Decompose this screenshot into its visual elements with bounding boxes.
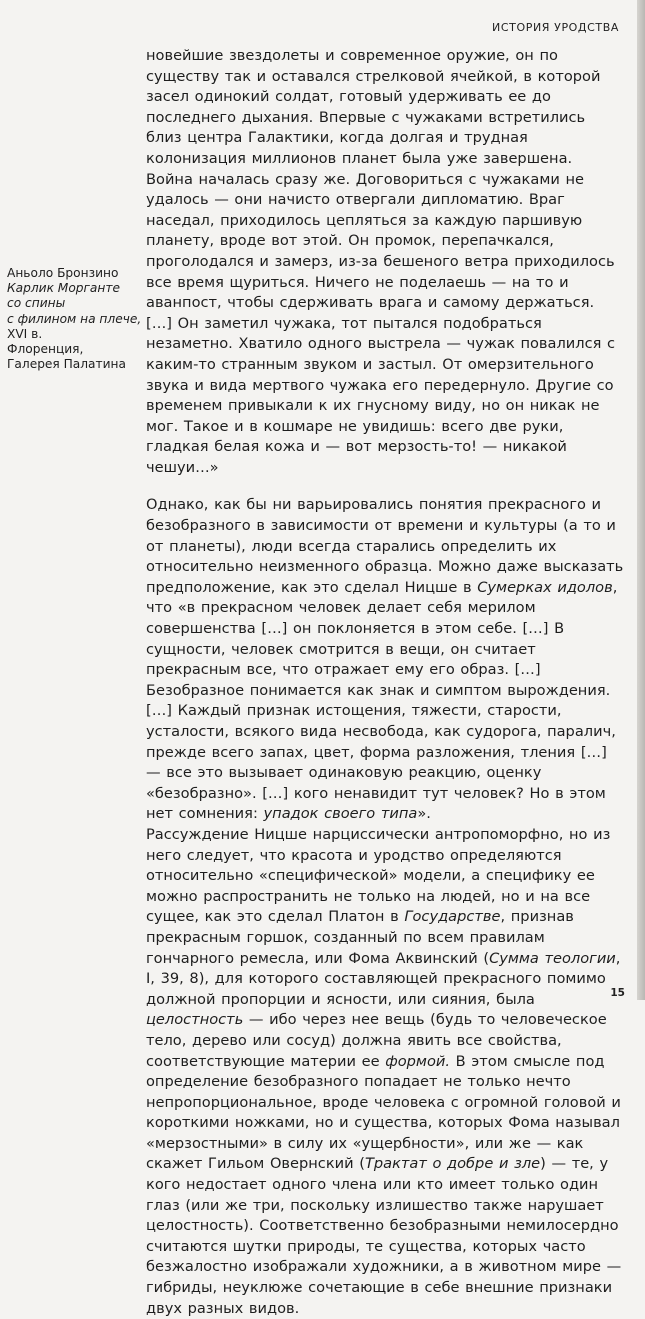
italic-title: Трактат о добре и зле xyxy=(364,1155,541,1173)
text-run: , что «в прекрасном человек делает себя мерилом совершенства […] он поклоняется в этом себе. […] В сущности, человек смотрится в вещи, он считает прекрасным все, что отражает ему его образ. […] Безобразное понимается как знак и симптом вырождения. […] Каждый признак истощения, тяжести, старости, усталости, всякого вида несвобода, как судорога, паралич, прежде всего запах, цвет, форма разложения, тления […] — все это вызывает одинаковую реакцию, оценку «безобразно». […] кого ненавидит тут человек? Но в этом нет сомнения: xyxy=(146,578,618,823)
text-run: , признав прекрасным горшок, созданный по всем правилам гончарного ремесла, или Фома Аквинский ( xyxy=(146,908,574,967)
italic-title: Государстве xyxy=(404,908,501,926)
caption-gallery: Галерея Палатина xyxy=(7,357,126,372)
text-run: , I, 39, 8), для которого составляющей прекрасного помимо должной пропорции и ясности, или сияния, была xyxy=(146,949,621,1008)
italic-term: формой. xyxy=(385,1052,450,1070)
text-run: ». xyxy=(417,805,431,823)
caption-title: Карлик Морганте xyxy=(7,281,120,296)
text-run: ) — те, у кого недостает одного члена или кто имеет только один глаз (или же три, поскольку излишество также нарушает целостность). Соответственно безобразными немилосердно считаются шутки природы, те существа, которых часто безжалостно изображали художники, а в животном мире — гибриды, неуклюже сочетающие в себе внешние признаки двух разных видов. xyxy=(146,1155,622,1317)
text-run: Однако, как бы ни варьировались понятия прекрасного и безобразного в зависимости от времени и культуры (а то и от планеты), люди всегда старались определить их относительно неизменного образца. Можно даже высказать предположение, как это сделал Ницше в xyxy=(146,496,624,596)
italic-title: Сумма теологии xyxy=(489,949,616,967)
paragraph-nietzsche xyxy=(146,495,624,825)
main-text xyxy=(146,46,624,1319)
text-run: — ибо через нее вещь (будь то человеческое тело, дерево или сосуд) должна явить все свойства, соответствующие материи ее xyxy=(146,1011,607,1070)
caption-title-line3: с филином на плече, xyxy=(7,311,142,326)
running-head: ИСТОРИЯ УРОДСТВА xyxy=(492,21,619,34)
italic-term: целостность xyxy=(146,1011,244,1029)
italic-phrase: упадок своего типа xyxy=(263,805,418,823)
italic-title: Сумерках идолов xyxy=(477,578,613,596)
image-caption xyxy=(7,266,147,372)
text-run: Рассуждение Ницше нарциссически антропоморфно, но из него следует, что красота и уродство определяются относительно «специфической» модели, а специфику ее можно распространить не только на людей, но и на все сущее, как это сделал Платон в xyxy=(146,825,611,926)
paragraph-integrity xyxy=(146,825,624,1319)
caption-location: Флоренция, xyxy=(7,342,84,357)
caption-date: XVI в. xyxy=(7,326,43,341)
page-number: 15 xyxy=(610,987,625,999)
text-run: В этом смысле под определение безобразного попадает не только нечто непропорциональное, вроде человека с огромной головой и короткими ножками, но и существа, которых Фома называл «мерзостными» в силу их «ущербности», или же — как скажет Гильом Овернский ( xyxy=(146,1052,621,1173)
caption-artist: Аньоло Бронзино xyxy=(7,266,119,280)
caption-title-line2: со спины xyxy=(7,296,66,311)
paragraph-quote-end: новейшие звездолеты и современное оружие, он по существу так и оставался стрелковой ячейкой, в которой засел одинокий солдат, готовый удерживать ее до последнего дыхания. Впервые с чужаками встретились близ центра Галактики, когда долгая и трудная колонизация миллионов планет была уже завершена. Война началась сразу же. Договориться с чужаками не удалось — они начисто отвергали дипломатию. Враг наседал, приходилось цепляться за каждую паршивую планету, вроде вот этой. Он промок, перепачкался, проголодался и замерз, из-за бешеного ветра приходилось все время щуриться. Ничего не поделаешь — на то и аванпост, чтобы сдерживать врага и самому держаться. […] Он заметил чужака, тот пытался подобраться незаметно. Хватило одного выстрела — чужак повалился с каким-то странным звуком и застыл. От омерзительного звука и вида мертвого чужака его передернуло. Другие со временем привыкали к их гнусному виду, но он никак не мог. Такое и в кошмаре не увидишь: всего две руки, гладкая белая кожа и — вот мерзость-то! — никакой чешуи…» xyxy=(146,47,616,476)
page-edge-shadow xyxy=(637,0,645,1000)
